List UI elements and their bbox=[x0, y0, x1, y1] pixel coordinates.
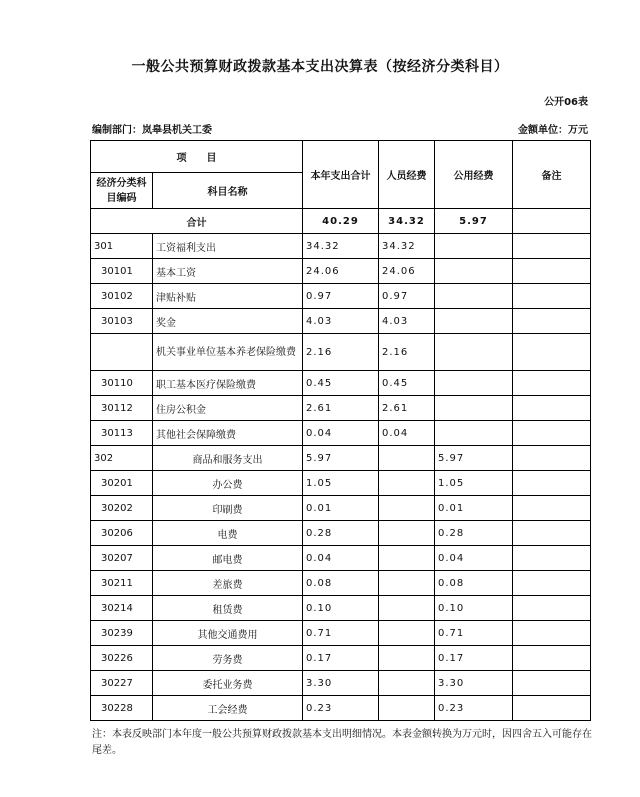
row-remarks bbox=[513, 471, 591, 496]
page-title: 一般公共预算财政拨款基本支出决算表（按经济分类科目） bbox=[131, 59, 509, 75]
row-remarks bbox=[513, 371, 591, 396]
table-row bbox=[91, 309, 591, 334]
row-public bbox=[435, 309, 513, 334]
row-remarks bbox=[513, 421, 591, 446]
row-remarks bbox=[513, 259, 591, 284]
row-public: 0.08 bbox=[435, 571, 513, 596]
table-row bbox=[91, 371, 591, 396]
row-personnel: 2.16 bbox=[379, 334, 435, 371]
row-remarks bbox=[513, 671, 591, 696]
table-row bbox=[91, 396, 591, 421]
row-total: 0.04 bbox=[303, 421, 379, 446]
row-name: 职工基本医疗保险缴费 bbox=[153, 371, 303, 396]
row-remarks bbox=[513, 284, 591, 309]
row-code: 30228 bbox=[91, 696, 153, 721]
row-name: 其他交通费用 bbox=[153, 621, 303, 646]
row-public: 0.17 bbox=[435, 646, 513, 671]
row-total: 2.16 bbox=[303, 334, 379, 371]
row-public: 0.10 bbox=[435, 596, 513, 621]
row-personnel: 4.03 bbox=[379, 309, 435, 334]
row-code: 30226 bbox=[91, 646, 153, 671]
row-code: 301 bbox=[91, 234, 153, 259]
row-name: 商品和服务支出 bbox=[153, 446, 303, 471]
row-personnel bbox=[379, 621, 435, 646]
total-column-header: 本年支出合计 bbox=[303, 141, 379, 209]
row-total: 24.06 bbox=[303, 259, 379, 284]
table-row bbox=[91, 334, 591, 371]
public-column-header: 公用经费 bbox=[435, 141, 513, 209]
row-name: 印刷费 bbox=[153, 496, 303, 521]
row-personnel bbox=[379, 646, 435, 671]
row-personnel bbox=[379, 696, 435, 721]
total-public: 5.97 bbox=[435, 209, 513, 234]
row-personnel: 0.04 bbox=[379, 421, 435, 446]
row-code: 30102 bbox=[91, 284, 153, 309]
row-name: 津贴补贴 bbox=[153, 284, 303, 309]
row-name: 劳务费 bbox=[153, 646, 303, 671]
row-total: 0.71 bbox=[303, 621, 379, 646]
row-code: 30101 bbox=[91, 259, 153, 284]
row-name: 邮电费 bbox=[153, 546, 303, 571]
row-public: 0.23 bbox=[435, 696, 513, 721]
row-name: 基本工资 bbox=[153, 259, 303, 284]
row-code: 30202 bbox=[91, 496, 153, 521]
row-personnel bbox=[379, 446, 435, 471]
row-public: 0.04 bbox=[435, 546, 513, 571]
row-public: 5.97 bbox=[435, 446, 513, 471]
row-remarks bbox=[513, 334, 591, 371]
row-name: 工会经费 bbox=[153, 696, 303, 721]
row-name: 住房公积金 bbox=[153, 396, 303, 421]
row-personnel bbox=[379, 471, 435, 496]
row-public bbox=[435, 371, 513, 396]
row-remarks bbox=[513, 496, 591, 521]
remarks-column-header: 备注 bbox=[513, 141, 591, 209]
row-name: 工资福利支出 bbox=[153, 234, 303, 259]
table-row bbox=[91, 571, 591, 596]
row-public: 0.01 bbox=[435, 496, 513, 521]
row-name: 奖金 bbox=[153, 309, 303, 334]
row-public bbox=[435, 396, 513, 421]
table-row bbox=[91, 284, 591, 309]
row-code: 30214 bbox=[91, 596, 153, 621]
row-public bbox=[435, 259, 513, 284]
row-personnel bbox=[379, 546, 435, 571]
row-name: 电费 bbox=[153, 521, 303, 546]
form-number: 公开06表 bbox=[544, 97, 588, 108]
row-personnel: 0.97 bbox=[379, 284, 435, 309]
table-row bbox=[91, 646, 591, 671]
table-row bbox=[91, 471, 591, 496]
row-public: 0.28 bbox=[435, 521, 513, 546]
row-code: 302 bbox=[91, 446, 153, 471]
row-remarks bbox=[513, 396, 591, 421]
row-name: 租赁费 bbox=[153, 596, 303, 621]
row-personnel bbox=[379, 571, 435, 596]
row-remarks bbox=[513, 546, 591, 571]
total-remarks bbox=[513, 209, 591, 234]
row-personnel: 24.06 bbox=[379, 259, 435, 284]
table-row bbox=[91, 596, 591, 621]
table-row bbox=[91, 696, 591, 721]
row-remarks bbox=[513, 234, 591, 259]
row-total: 0.01 bbox=[303, 496, 379, 521]
row-remarks bbox=[513, 621, 591, 646]
row-code: 30112 bbox=[91, 396, 153, 421]
table-row bbox=[91, 496, 591, 521]
table-row bbox=[91, 546, 591, 571]
row-name: 其他社会保障缴费 bbox=[153, 421, 303, 446]
row-code: 30103 bbox=[91, 309, 153, 334]
row-total: 34.32 bbox=[303, 234, 379, 259]
row-total: 4.03 bbox=[303, 309, 379, 334]
total-amount: 40.29 bbox=[303, 209, 379, 234]
row-name: 差旅费 bbox=[153, 571, 303, 596]
row-remarks bbox=[513, 646, 591, 671]
row-public bbox=[435, 334, 513, 371]
table-row bbox=[91, 259, 591, 284]
row-total: 0.04 bbox=[303, 546, 379, 571]
department-label: 编制部门：岚皋县机关工委 bbox=[92, 125, 212, 136]
row-total: 5.97 bbox=[303, 446, 379, 471]
table-row bbox=[91, 671, 591, 696]
row-total: 0.08 bbox=[303, 571, 379, 596]
row-public: 0.71 bbox=[435, 621, 513, 646]
row-public bbox=[435, 421, 513, 446]
total-label: 合计 bbox=[91, 209, 303, 234]
row-name: 机关事业单位基本养老保险缴费 bbox=[153, 334, 303, 371]
econ-code-header: 经济分类科目编码 bbox=[91, 173, 153, 209]
row-remarks bbox=[513, 696, 591, 721]
row-code: 30239 bbox=[91, 621, 153, 646]
row-code: 30110 bbox=[91, 371, 153, 396]
row-code: 30206 bbox=[91, 521, 153, 546]
personnel-column-header: 人员经费 bbox=[379, 141, 435, 209]
row-personnel: 0.45 bbox=[379, 371, 435, 396]
row-public bbox=[435, 234, 513, 259]
row-total: 0.45 bbox=[303, 371, 379, 396]
row-personnel bbox=[379, 496, 435, 521]
row-total: 0.97 bbox=[303, 284, 379, 309]
expenditure-table bbox=[90, 140, 591, 721]
table-row bbox=[91, 521, 591, 546]
total-row bbox=[91, 209, 591, 234]
row-remarks bbox=[513, 309, 591, 334]
unit-label: 金额单位：万元 bbox=[518, 125, 588, 136]
total-personnel: 34.32 bbox=[379, 209, 435, 234]
subject-name-header: 科目名称 bbox=[153, 173, 303, 209]
row-total: 0.17 bbox=[303, 646, 379, 671]
row-code: 30207 bbox=[91, 546, 153, 571]
row-total: 0.28 bbox=[303, 521, 379, 546]
row-code: 30227 bbox=[91, 671, 153, 696]
row-remarks bbox=[513, 571, 591, 596]
row-total: 0.10 bbox=[303, 596, 379, 621]
row-total: 2.61 bbox=[303, 396, 379, 421]
row-name: 办公费 bbox=[153, 471, 303, 496]
row-code: 30113 bbox=[91, 421, 153, 446]
project-header: 项 目 bbox=[91, 141, 303, 173]
row-code: 30211 bbox=[91, 571, 153, 596]
row-public: 3.30 bbox=[435, 671, 513, 696]
row-total: 3.30 bbox=[303, 671, 379, 696]
row-total: 0.23 bbox=[303, 696, 379, 721]
row-personnel bbox=[379, 596, 435, 621]
row-name: 委托业务费 bbox=[153, 671, 303, 696]
row-code bbox=[91, 334, 153, 371]
row-personnel: 2.61 bbox=[379, 396, 435, 421]
row-personnel bbox=[379, 671, 435, 696]
row-total: 1.05 bbox=[303, 471, 379, 496]
table-row bbox=[91, 621, 591, 646]
row-remarks bbox=[513, 446, 591, 471]
row-public bbox=[435, 284, 513, 309]
row-personnel bbox=[379, 521, 435, 546]
row-public: 1.05 bbox=[435, 471, 513, 496]
table-row bbox=[91, 421, 591, 446]
row-code: 30201 bbox=[91, 471, 153, 496]
row-remarks bbox=[513, 521, 591, 546]
footnote: 注：本表反映部门本年度一般公共预算财政拨款基本支出明细情况。本表金额转换为万元时，因四舍五入可能存在尾差。 bbox=[92, 729, 592, 756]
table-row bbox=[91, 446, 591, 471]
table-row bbox=[91, 234, 591, 259]
row-remarks bbox=[513, 596, 591, 621]
row-personnel: 34.32 bbox=[379, 234, 435, 259]
